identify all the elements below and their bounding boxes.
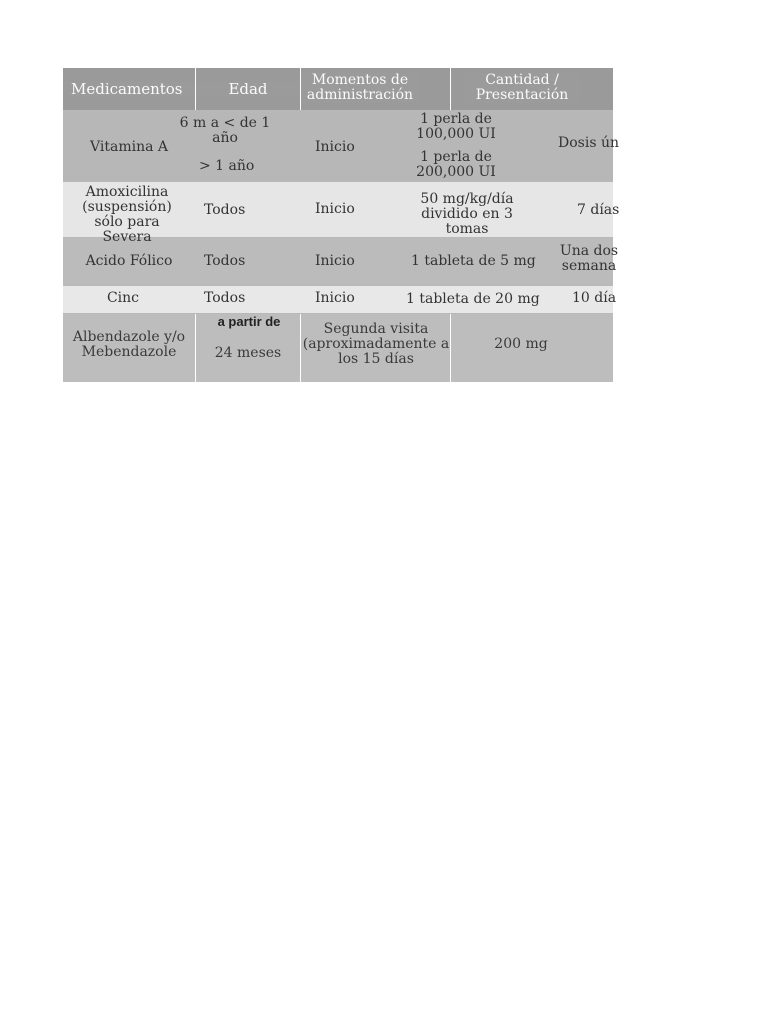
cell-cantidad: 1 tableta de 5 mg [411,253,536,269]
cell-duracion: 10 día [572,290,617,306]
cell-momento: Inicio [315,253,355,269]
cell-cantidad: 1 perla de 100,000 UI [416,111,496,142]
cell-momento: Inicio [315,290,355,306]
medication-table [63,68,620,382]
header-cantidad: Cantidad / Presentación [463,73,581,103]
cell-edad: Todos [204,202,246,218]
cell-medicamento: Albendazole y/o Mebendazole [72,329,186,360]
cell-momento: Inicio [315,201,355,217]
header-momentos: Momentos de administración [301,73,419,103]
header-edad: Edad [196,82,300,97]
cell-medicamento: Acido Fólico [85,253,173,269]
cell-edad: > 1 año [199,158,255,174]
cell-medicamento: Cinc [106,290,140,306]
cell-duracion: 7 días [577,202,620,218]
cell-edad-label: a partir de [217,314,281,329]
cell-momento: Segunda visita (aproximadamente a los 15 días [302,321,450,367]
cell-duracion: Una dos semana [559,243,619,274]
cell-edad: 6 m a < de 1 año [179,115,271,146]
header-medicamentos: Medicamentos [63,82,195,97]
cell-cantidad: 1 tableta de 20 mg [406,291,540,307]
cell-medicamento: Amoxicilina (suspensión) sólo para Severa [82,184,172,245]
cell-medicamento: Vitamina A [90,139,168,155]
cell-edad: 24 meses [214,345,282,361]
cell-cantidad: 1 perla de 200,000 UI [416,149,496,180]
cell-cantidad: 50 mg/kg/día dividido en 3 tomas [420,191,514,237]
cell-edad: Todos [204,253,246,269]
cell-cantidad: 200 mg [494,336,548,352]
cell-momento: Inicio [315,139,355,155]
cell-edad: Todos [204,290,246,306]
cell-duracion: Dosis ún [558,135,619,151]
